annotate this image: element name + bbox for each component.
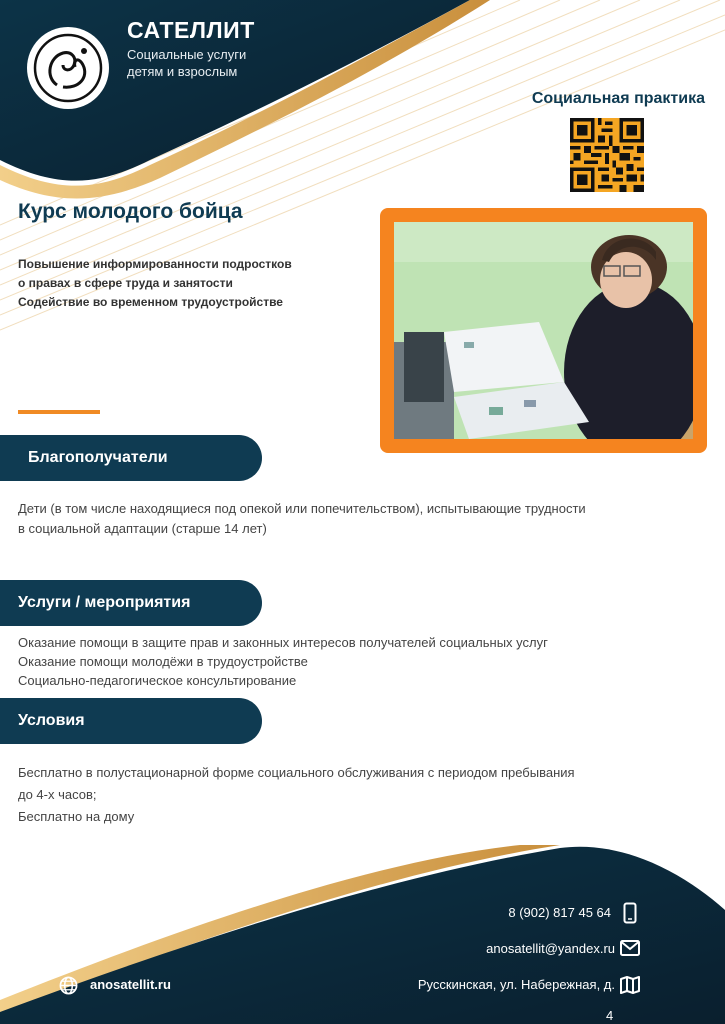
mail-icon — [620, 940, 640, 956]
text-line: Дети (в том числе находящиеся под опекой или попечительством), испытывающие трудности — [18, 501, 586, 516]
photo — [394, 222, 693, 439]
services-text — [18, 633, 548, 690]
intro-line: Содействие во временном трудоустройстве — [18, 295, 283, 309]
text-line: Социально-педагогическое консультирование — [18, 673, 297, 688]
text-line: Бесплатно на дому — [18, 809, 135, 824]
phone-text[interactable]: 8 (902) 817 45 64 — [508, 905, 611, 920]
text-line: Оказание помощи молодёжи в трудоустройстве — [18, 654, 308, 669]
practice-label: Социальная практика — [531, 90, 705, 107]
org-subtitle — [127, 46, 327, 80]
text-line: Оказание помощи в защите прав и законных интересов получателей социальных услуг — [18, 635, 548, 650]
org-subtitle-line1: Социальные услуги — [127, 47, 247, 62]
globe-icon — [59, 976, 78, 995]
beneficiaries-text — [18, 499, 586, 539]
email-text[interactable]: anosatellit@yandex.ru — [486, 941, 615, 956]
website-link[interactable]: anosatellit.ru — [90, 977, 171, 992]
map-icon — [620, 976, 640, 994]
intro-line: Повышение информированности подростков — [18, 257, 292, 271]
org-subtitle-line2: детям и взрослым — [127, 64, 238, 79]
address-text: Русскинская, ул. Набережная, д. — [417, 977, 615, 992]
section-header-conditions: Условия — [0, 698, 262, 744]
text-line: в социальной адаптации (старше 14 лет) — [18, 521, 267, 536]
intro-line: о правах в сфере труда и занятости — [18, 276, 233, 290]
page-title: Курс молодого бойца — [18, 200, 243, 223]
qr-code-icon[interactable] — [570, 118, 644, 192]
conditions-text — [18, 762, 575, 828]
text-line: до 4-х часов; — [18, 787, 97, 802]
logo — [27, 27, 109, 109]
text-line: Бесплатно в полустационарной форме социального обслуживания с периодом пребывания — [18, 765, 575, 780]
section-header-beneficiaries: Благополучатели — [0, 435, 262, 481]
section-header-services: Услуги / мероприятия — [0, 580, 262, 626]
accent-divider — [18, 410, 100, 414]
org-name: САТЕЛЛИТ — [127, 17, 255, 43]
phone-icon — [623, 902, 637, 924]
page-number: 4 — [606, 1008, 614, 1023]
intro-description — [18, 255, 358, 312]
swan-logo-icon — [27, 27, 109, 109]
